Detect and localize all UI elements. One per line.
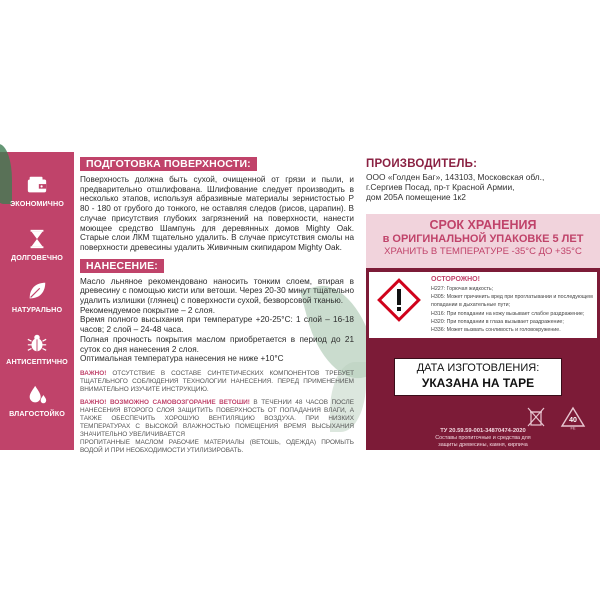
feature-waterproof bbox=[0, 384, 74, 418]
apply-text: Масло льняное рекомендовано наносить тонким слоем, втирая в древесину с помощью кисти или ветоши. Через 20-30 минут тщательно удалить излишки (глянец) с поверхности сухой, безворсовой тканью. bbox=[80, 276, 354, 306]
hazard-code: H227: Горючая жидкость; bbox=[431, 286, 494, 292]
exclamation-hazard-icon bbox=[377, 278, 421, 322]
feature-economical bbox=[0, 174, 74, 208]
feature-label: ЭКОНОМИЧНО bbox=[10, 199, 64, 208]
leaf-icon bbox=[26, 280, 48, 302]
apply-heading: НАНЕСЕНИЕ: bbox=[80, 259, 164, 273]
product-label bbox=[0, 152, 600, 454]
beetle-icon bbox=[26, 332, 48, 354]
tu-info bbox=[366, 425, 600, 448]
recycle-icon bbox=[560, 406, 586, 430]
recycle-sub: FE bbox=[570, 425, 576, 431]
feature-sidebar bbox=[0, 152, 74, 450]
hazard-title: ОСТОРОЖНО! bbox=[431, 276, 480, 283]
manufacture-date-value: УКАЗАНА НА ТАРЕ bbox=[421, 376, 535, 390]
warning-note bbox=[80, 399, 354, 439]
droplets-icon bbox=[26, 384, 48, 406]
hazard-code: H336: Может вызвать сонливость и головокружение. bbox=[431, 327, 561, 334]
info-column bbox=[360, 152, 600, 450]
prep-text: Поверхность должна быть сухой, очищенной от грязи и пыли, и предварительно отшлифована. Шлифование следует производить в несколько этапов, используя абразивные материалы зернистостью Р 80 - 180 от грубого до тонкого, не оставляя следов (рисов, царапин). В случае присутствия глубоких загрязнений на поверхности, нанести моющее средство Шампунь для деревянных домов Mighty Oak. Старые слои ЛКМ тщательно удалить. В случае присутствия смолы на поверхности древесины удалить Живичным скипидаром Mighty Oak. bbox=[80, 175, 354, 252]
shelf-life-title: СРОК ХРАНЕНИЯ bbox=[429, 218, 537, 232]
shelf-life-period: в ОРИГИНАЛЬНОЙ УПАКОВКЕ 5 ЛЕТ bbox=[382, 233, 584, 245]
manufacture-date-box bbox=[394, 358, 562, 396]
hazard-box bbox=[369, 272, 597, 338]
feature-durable bbox=[0, 228, 74, 262]
apply-text: Время полного высыхания при температуре +20-25°С: 1 слой – 16-18 часов; 2 слой – 24-48 часа. bbox=[80, 315, 354, 335]
warning-title: ВАЖНО! bbox=[80, 369, 107, 377]
feature-natural bbox=[0, 280, 74, 314]
recycle-marks bbox=[516, 406, 596, 430]
address-line: дом 205А помещение 1к2 bbox=[366, 192, 466, 202]
no-trash-icon bbox=[526, 406, 546, 428]
feature-label: ДОЛГОВЕЧНО bbox=[11, 253, 63, 262]
hazard-code: H320: При попадании в глаза вызывает раздражение; bbox=[431, 318, 564, 325]
apply-text: Оптимальная температура нанесения не ниже +10°С bbox=[80, 354, 284, 364]
address-line: г.Сергиев Посад, пр-т Красной Армии, bbox=[366, 182, 515, 192]
prep-heading: ПОДГОТОВКА ПОВЕРХНОСТИ: bbox=[80, 157, 257, 171]
hourglass-icon bbox=[26, 228, 48, 250]
apply-text: Рекомендуемое покрытие – 2 слоя. bbox=[80, 305, 215, 315]
shelf-life-box bbox=[366, 214, 600, 268]
warning-text: ОТСУТСТВИЕ В СОСТАВЕ СИНТЕТИЧЕСКИХ КОМПОНЕНТОВ ТРЕБУЕТ ТЩАТЕЛЬНОГО СОБЛЮДЕНИЯ ТЕХНОЛОГИИ НАНЕСЕНИЯ. ПЕРЕД ПРИМЕНЕНИЕМ ВНИМАТЕЛЬНО ИЗУЧИТЕ ИНСТРУКЦИЮ. bbox=[80, 369, 354, 393]
feature-label: АНТИСЕПТИЧНО bbox=[6, 357, 68, 366]
tu-description: Составы пропиточные и средства для bbox=[435, 434, 531, 441]
address-line: ООО «Голден Баг», 143103, Московская обл., bbox=[366, 172, 545, 182]
instructions-column bbox=[80, 152, 354, 454]
hazard-codes bbox=[431, 285, 595, 334]
warning-text: В ТЕЧЕНИИ 48 ЧАСОВ ПОСЛЕ НАНЕСЕНИЯ ВТОРОГО СЛОЯ ЗАЩИТИТЬ ПОВЕРХНОСТЬ ОТ ПОПАДАНИЯ ВЛАГИ, А ТАКЖЕ ОБЕСПЕЧИТЬ ХОРОШУЮ ВЕНТИЛЯЦИЮ ВОЗДУХА. ПРИ НИЗКИХ ТЕМПЕРАТУРАХ С ВЫСОКОЙ ВЛАЖНОСТЬЮ ПОМЕЩЕНИЯ ВРЕМЯ ВЫСЫХАНИЯ ЗНАЧИТЕЛЬНО УВЕЛИЧИВАЕТСЯ bbox=[80, 398, 354, 438]
hazard-code: H305: Может причинить вред при проглатывании и последующем попадании в дыхательные пути; bbox=[431, 294, 593, 309]
tu-code: ТУ 20.59.59-001-34870474-2020 bbox=[440, 428, 526, 434]
manufacture-date-label: ДАТА ИЗГОТОВЛЕНИЯ: bbox=[416, 362, 540, 374]
warning-title: ВАЖНО! ВОЗМОЖНО САМОВОЗГОРАНИЕ ВЕТОШИ! bbox=[80, 398, 250, 406]
hazard-panel bbox=[366, 268, 600, 450]
tu-description: защиты древесины, камня, кирпича bbox=[438, 441, 528, 448]
storage-temperature: ХРАНИТЬ В ТЕМПЕРАТУРЕ -35°С ДО +35°С bbox=[384, 246, 582, 257]
hazard-code: H316: При попадании на кожу вызывает слабое раздражение; bbox=[431, 310, 585, 317]
feature-label: ВЛАГОСТОЙКО bbox=[9, 409, 65, 418]
producer-heading: ПРОИЗВОДИТЕЛЬ: bbox=[366, 158, 478, 170]
feature-label: НАТУРАЛЬНО bbox=[11, 305, 63, 314]
producer-address bbox=[366, 172, 600, 202]
recycle-code: 40 bbox=[569, 417, 577, 424]
warning-text: ПРОПИТАННЫЕ МАСЛОМ РАБОЧИЕ МАТЕРИАЛЫ (ВЕТОШЬ, ОДЕЖДА) ПРОМЫТЬ ВОДОЙ И ПРИ НЕОБХОДИМОСТИ УТИЛИЗИРОВАТЬ. bbox=[80, 438, 354, 454]
apply-text: Полная прочность покрытия маслом приобретается в период до 21 суток со дня нанесения 2 слоя. bbox=[80, 334, 354, 354]
wallet-icon bbox=[26, 174, 48, 196]
feature-antiseptic bbox=[0, 332, 74, 366]
warning-note bbox=[80, 370, 354, 394]
